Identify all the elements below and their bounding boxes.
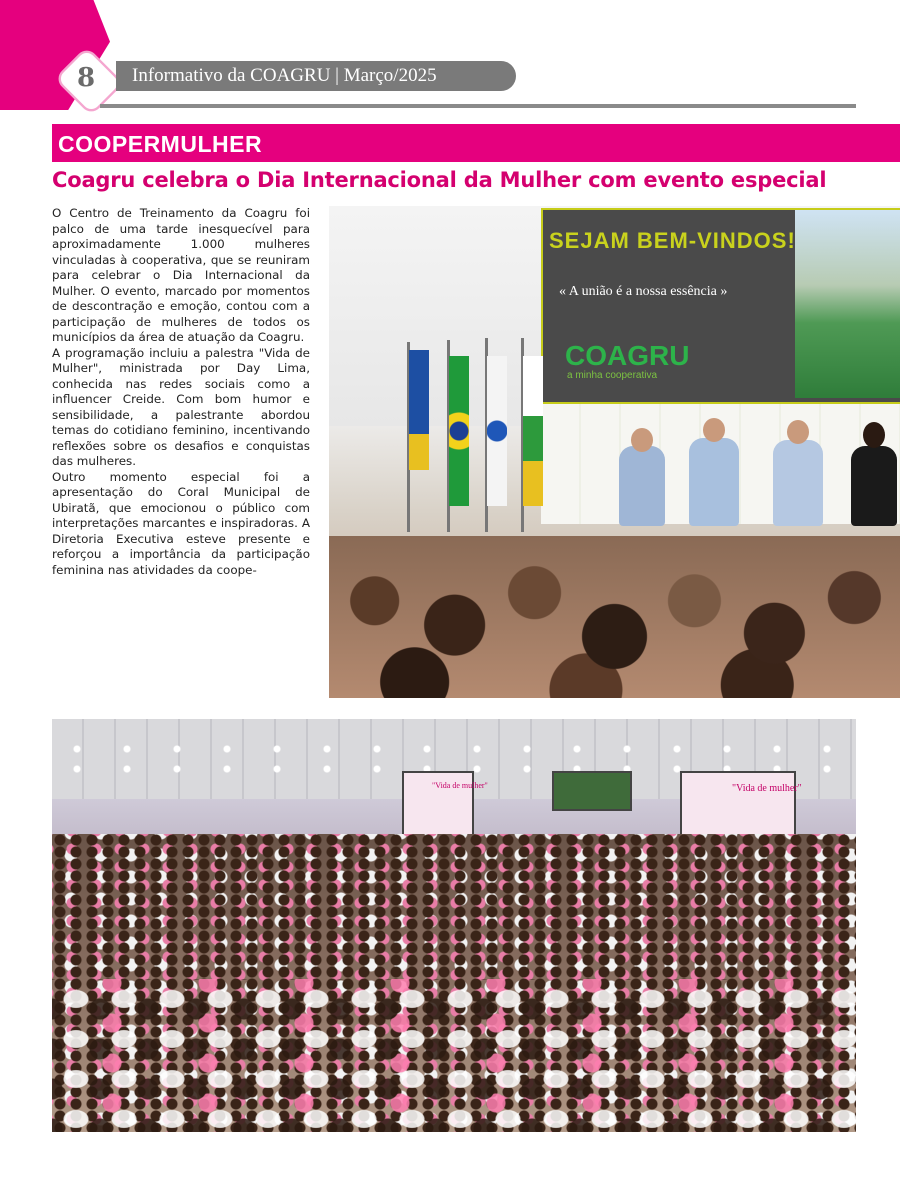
running-header: Informativo da COAGRU | Março/2025 <box>132 65 437 86</box>
speaker <box>619 446 665 526</box>
speaker <box>851 446 897 526</box>
article-paragraph: Outro momento especial foi a apresentação do Coral Municipal de Ubiratã, que emocionou o público com interpretações marcantes e inspiradoras. A Diretoria Executiva esteve presente e reforçou a importância da participação feminina nas atividades da coope- <box>52 469 310 577</box>
page-number: 8 <box>76 63 96 93</box>
header-divider <box>100 104 856 108</box>
stage-photo <box>329 206 900 698</box>
speaker-head <box>863 422 885 448</box>
speaker <box>689 438 739 526</box>
article-paragraph: A programação incluiu a palestra "Vida de Mulher", ministrada por Day Lima, conhecida nas redes sociais como a influencer Creide. Com bom humor e sensibilidade, a palestrante abordou temas do cotidiano feminino, incentivando reflexões sobre os desafios e conquistas das mulheres. <box>52 345 310 468</box>
flag-coagru <box>523 356 543 506</box>
screen-title-right: "Vida de mulher" <box>732 783 802 794</box>
flag-paraná <box>409 350 429 470</box>
flag-brazil <box>449 356 469 506</box>
section-title: COOPERMULHER <box>58 131 263 157</box>
hall-photo <box>52 719 856 1132</box>
banner-motto: « A união é a nossa essência » <box>559 284 728 299</box>
article-paragraph: O Centro de Treinamento da Coagru foi palco de uma tarde inesquecível para aproximadamente 1.000 mulheres vinculadas à cooperativa, que se reuniram para celebrar o Dia Internacional da Mulher. O evento, marcado por momentos de descontração e emoção, contou com a participação de mulheres de todos os municípios da área de atuação da Coagru. <box>52 206 310 344</box>
banner-aerial-photo <box>795 210 900 398</box>
speaker-head <box>703 418 725 442</box>
coagru-logo: COAGRU <box>565 340 690 371</box>
center-screen <box>552 771 632 811</box>
article-headline: Coagru celebra o Dia Internacional da Mulher com evento especial <box>52 168 827 192</box>
audience-chairs <box>52 979 856 1132</box>
screen-title-left: "Vida de mulher" <box>432 781 488 790</box>
speaker <box>773 440 823 526</box>
audience-front <box>329 536 900 698</box>
flag-municipal <box>487 356 507 506</box>
coagru-tagline: a minha cooperativa <box>567 370 658 381</box>
speaker-head <box>787 420 809 444</box>
article-body <box>52 206 310 698</box>
projection-screen-right <box>680 771 796 843</box>
banner-welcome-text: SEJAM BEM-VINDOS! <box>549 228 796 253</box>
speaker-head <box>631 428 653 452</box>
